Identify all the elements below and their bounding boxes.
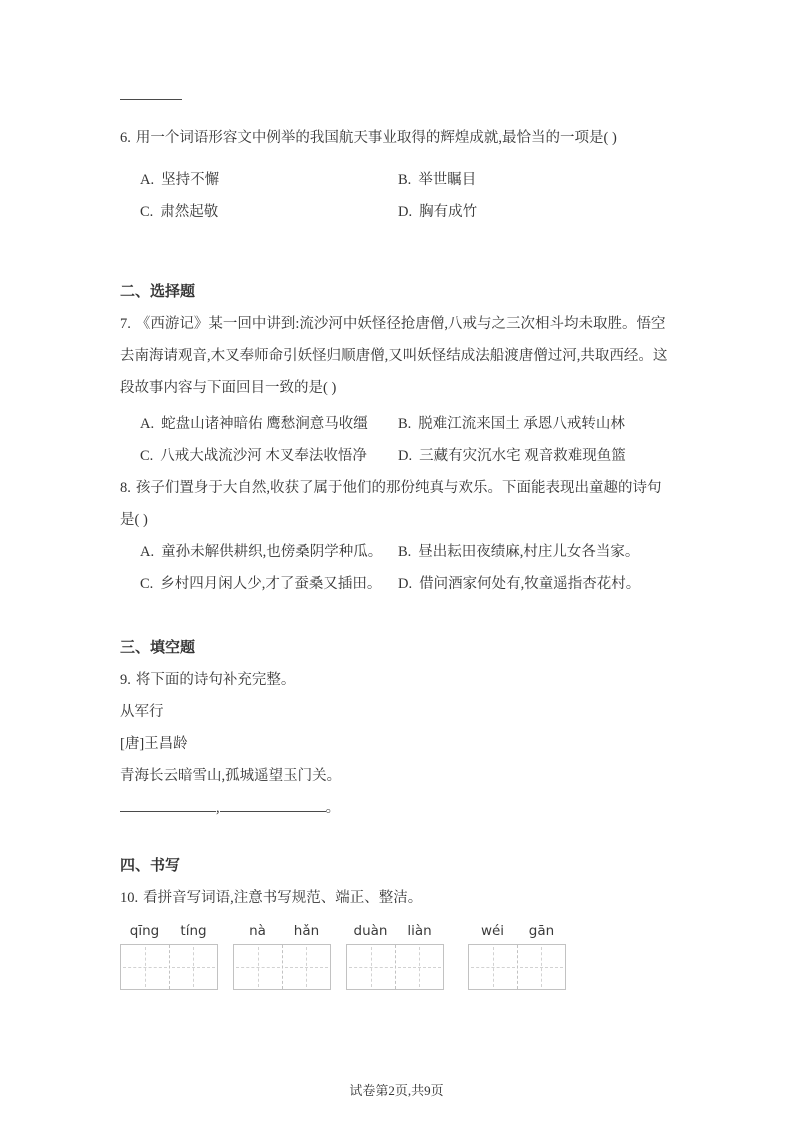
section-title-fill: 三、填空题 — [120, 640, 196, 656]
writing-boxes — [346, 944, 444, 990]
question-number: 7. — [120, 316, 131, 332]
question-9 — [120, 664, 675, 824]
option-b — [398, 408, 675, 440]
writing-cell — [347, 945, 395, 989]
pinyin-syllable: tíng — [180, 923, 207, 939]
writing-cell — [169, 945, 217, 989]
question-number: 6. — [120, 130, 131, 146]
option-c — [140, 568, 398, 600]
top-answer-blank-row — [120, 86, 675, 102]
question-10-stem — [120, 882, 675, 914]
pinyin-syllable: liàn — [407, 923, 432, 939]
question-text: 《西游记》某一回中讲到:流沙河中妖怪径抢唐僧,八戒与之三次相斗均未取胜。悟空去南海请观音,木叉奉师命引妖怪归顺唐僧,又叫妖怪结成法船渡唐僧过河,共取西经。这段故事内容与下面回目一致的是( ) — [120, 316, 668, 396]
pinyin-syllable: duàn — [353, 923, 388, 939]
question-8 — [120, 472, 675, 600]
pinyin-writing-row — [120, 922, 675, 990]
option-text: 举世瞩目 — [418, 172, 477, 188]
question-7-options — [120, 408, 675, 472]
option-a — [140, 164, 398, 196]
option-text: 蛇盘山诸神暗佑 鹰愁涧意马收缰 — [161, 416, 368, 432]
pinyin-labels — [346, 922, 444, 940]
option-text: 乡村四月闲人少,才了蚕桑又插田。 — [160, 576, 382, 592]
option-c — [140, 196, 398, 228]
option-label: B. — [398, 172, 412, 188]
question-number: 9. — [120, 672, 131, 688]
pinyin-writing-group-3 — [346, 922, 444, 990]
poem-title: 从军行 — [120, 704, 164, 720]
answer-blank-line — [220, 797, 326, 812]
option-label: B. — [398, 544, 412, 560]
option-a — [140, 536, 398, 568]
writing-boxes — [468, 944, 566, 990]
blank-comma: , — [216, 800, 220, 816]
pinyin-labels — [233, 922, 331, 940]
question-7-stem — [120, 308, 675, 404]
option-text: 八戒大战流沙河 木叉奉法收悟净 — [160, 448, 367, 464]
question-9-stem — [120, 664, 675, 696]
question-8-stem — [120, 472, 675, 536]
option-text: 昼出耘田夜绩麻,村庄儿女各当家。 — [418, 544, 640, 560]
pinyin-syllable: nà — [249, 923, 266, 939]
option-text: 坚持不懈 — [161, 172, 220, 188]
poem-answer-blanks — [120, 792, 675, 824]
option-d — [398, 440, 675, 472]
option-c — [140, 440, 398, 472]
pinyin-writing-group-1 — [120, 922, 218, 990]
option-label: A. — [140, 172, 155, 188]
question-6-stem — [120, 122, 675, 154]
page-footer: 试卷第2页,共9页 — [349, 1083, 444, 1098]
question-7 — [120, 308, 675, 472]
pinyin-syllable: gān — [528, 923, 555, 939]
option-label: B. — [398, 416, 412, 432]
option-label: D. — [398, 204, 413, 220]
pinyin-writing-group-2 — [233, 922, 331, 990]
option-a — [140, 408, 398, 440]
question-6 — [120, 122, 675, 228]
option-text: 肃然起敬 — [160, 204, 219, 220]
option-b — [398, 536, 675, 568]
section-title-choice: 二、选择题 — [120, 284, 196, 300]
writing-cell — [469, 945, 517, 989]
pinyin-labels — [120, 922, 218, 940]
writing-cell — [395, 945, 443, 989]
question-8-options — [120, 536, 675, 600]
option-text: 童孙未解供耕织,也傍桑阴学种瓜。 — [161, 544, 383, 560]
section-title-writing: 四、书写 — [120, 858, 181, 874]
question-text: 孩子们置身于大自然,收获了属于他们的那份纯真与欢乐。下面能表现出童趣的诗句是( ) — [120, 480, 662, 528]
option-label: D. — [398, 448, 413, 464]
poem-author: [唐]王昌龄 — [120, 736, 188, 752]
question-text: 看拼音写词语,注意书写规范、端正、整洁。 — [143, 890, 423, 906]
pinyin-syllable: hǎn — [293, 923, 320, 939]
question-number: 10. — [120, 890, 139, 906]
question-number: 8. — [120, 480, 131, 496]
option-label: D. — [398, 576, 413, 592]
answer-blank-line — [120, 86, 182, 100]
option-label: A. — [140, 544, 155, 560]
option-d — [398, 196, 675, 228]
question-6-options — [120, 164, 675, 228]
option-text: 借问酒家何处有,牧童遥指杏花村。 — [419, 576, 641, 592]
option-text: 三藏有灾沉水宅 观音救难现鱼篮 — [419, 448, 626, 464]
writing-cell — [121, 945, 169, 989]
pinyin-writing-group-4 — [468, 922, 566, 990]
answer-blank-line — [120, 797, 216, 812]
option-text: 胸有成竹 — [419, 204, 478, 220]
poem-line: 青海长云暗雪山,孤城遥望玉门关。 — [120, 768, 342, 784]
option-text: 脱难江流来国土 承恩八戒转山林 — [418, 416, 625, 432]
blank-period: 。 — [325, 800, 341, 816]
question-10 — [120, 882, 675, 990]
option-b — [398, 164, 675, 196]
writing-cell — [517, 945, 565, 989]
writing-boxes — [233, 944, 331, 990]
option-label: A. — [140, 416, 155, 432]
writing-cell — [234, 945, 282, 989]
question-text: 将下面的诗句补充完整。 — [135, 672, 296, 688]
writing-boxes — [120, 944, 218, 990]
option-label: C. — [140, 448, 154, 464]
pinyin-labels — [468, 922, 566, 940]
option-label: C. — [140, 204, 154, 220]
question-text: 用一个词语形容文中例举的我国航天事业取得的辉煌成就,最恰当的一项是( ) — [135, 130, 617, 146]
pinyin-syllable: qīng — [129, 923, 160, 939]
option-d — [398, 568, 675, 600]
pinyin-syllable: wéi — [480, 923, 505, 939]
writing-cell — [282, 945, 330, 989]
option-label: C. — [140, 576, 154, 592]
